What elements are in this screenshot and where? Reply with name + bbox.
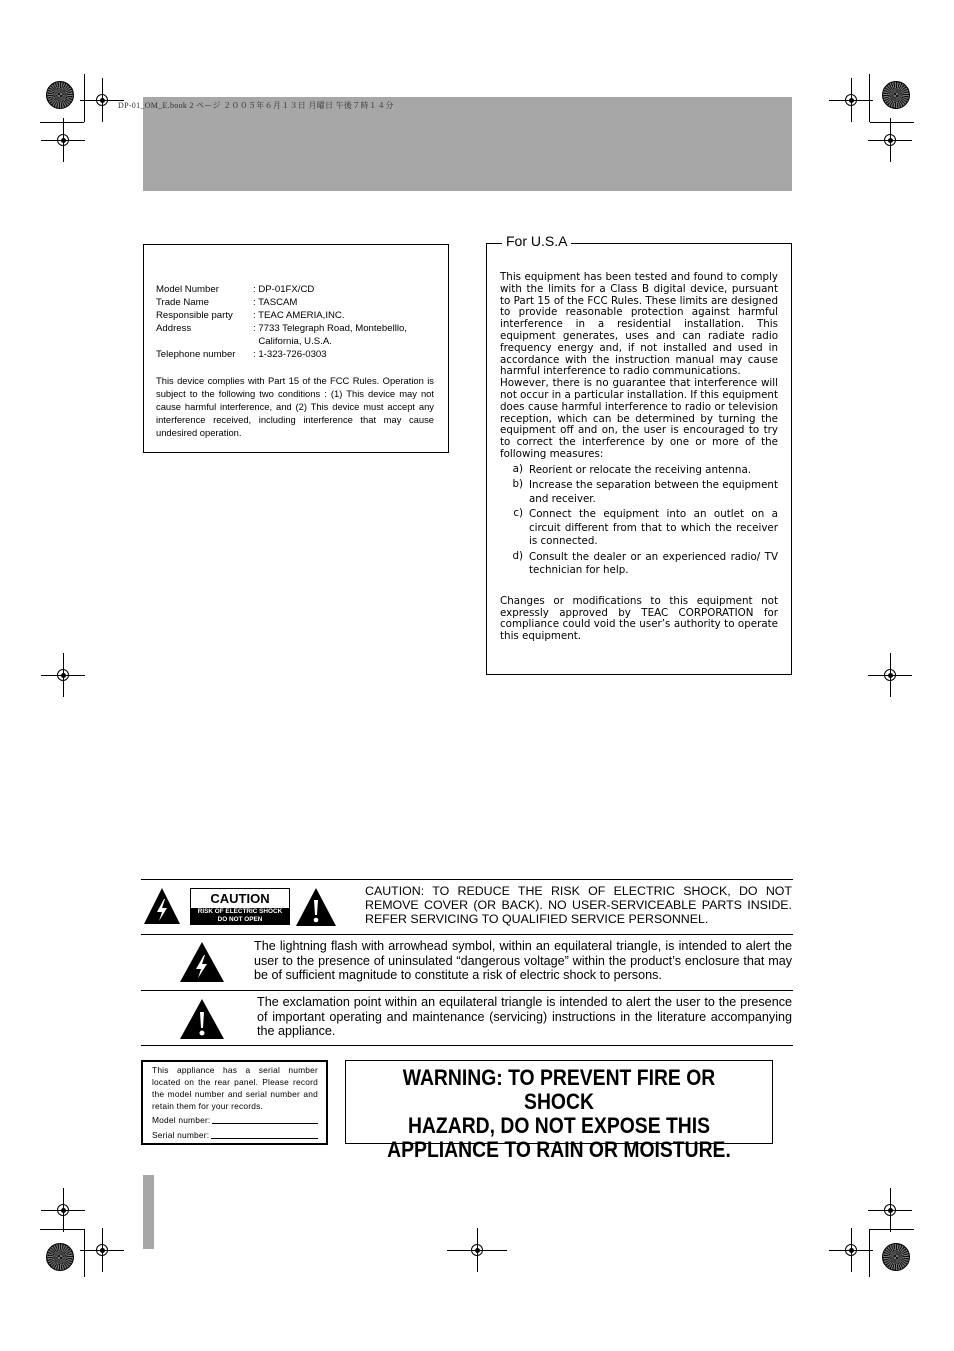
usa-changes-text: Changes or modifications to this equipment not expressly approved by TEAC CORPORATION for compliance could void the user’s authority to operate this equipment. <box>500 594 778 643</box>
divider <box>141 934 793 935</box>
fcc-info-table <box>156 283 436 361</box>
fcc-info-row: Trade Name : TASCAM <box>156 297 298 308</box>
usa-paragraph: This equipment has been tested and found to comply with the limits for a Class B digital device, pursuant to Part 15 of the FCC Rules. These limits are designed to provide reasonable protection against harmful interference in a residential installation. This equipment generates, uses and can radiate radio frequency energy and, if not installed and used in accordance with the instruction manual may cause harmful interference to radio communications. <box>500 271 778 378</box>
trim-line <box>84 1229 85 1277</box>
list-item: d) Consult the dealer or an experienced radio/ TV technician for help. <box>512 549 778 577</box>
caution-label-title: CAUTION <box>210 891 270 906</box>
usa-section-title: For U.S.A <box>502 233 571 249</box>
serial-number-notice <box>152 1064 318 1141</box>
exclamation-explanation-text: The exclamation point within an equilateral triangle is intended to alert the user to the presence of important operating and maintenance (servicing) instructions in the literature accompanying the appliance. <box>257 995 792 1038</box>
registration-rosette-icon <box>46 81 74 109</box>
model-number-field: Model number: <box>152 1114 318 1126</box>
fcc-info-row: Address : 7733 Telegraph Road, Montebelllo, <box>156 323 407 334</box>
caution-label-subtitle: RISK OF ELECTRIC SHOCK DO NOT OPEN <box>191 908 289 924</box>
fcc-info-row: California, U.S.A. <box>253 336 332 347</box>
warning-text: WARNING: TO PREVENT FIRE OR SHOCK HAZARD, DO NOT EXPOSE THIS APPLIANCE TO RAIN OR MOISTURE. <box>387 1065 731 1162</box>
usa-notice-box <box>486 243 792 675</box>
trim-line <box>869 74 870 122</box>
trim-line <box>40 1229 84 1230</box>
lightning-explanation-text: The lightning flash with arrowhead symbol, within an equilateral triangle, is intended to alert the user to the presence of uninsulated “dangerous voltage” within the product’s enclosure that may be of sufficient magnitude to constitute a risk of electric shock to persons. <box>254 939 792 982</box>
list-item: a) Reorient or relocate the receiving antenna. <box>512 462 752 476</box>
exclamation-point-icon <box>179 998 225 1040</box>
serial-number-field: Serial number: <box>152 1129 318 1141</box>
warning-box <box>345 1060 773 1162</box>
trim-line <box>870 1229 914 1230</box>
trim-line <box>870 122 914 123</box>
fcc-info-row: Responsible party : TEAC AMERIA,INC. <box>156 310 345 321</box>
fcc-declaration-box <box>143 244 449 453</box>
usa-paragraph: However, there is no guarantee that interference will not occur in a particular installation. If this equipment does cause harmful interference to radio or television reception, which can be determined by turning the equipment off and on, the user is encouraged to try to correct the interference by one or more of the following measures: <box>500 377 778 460</box>
trim-line <box>40 122 84 123</box>
serial-number-box <box>141 1060 328 1145</box>
lightning-flash-icon <box>179 941 225 983</box>
registration-rosette-icon <box>882 1243 910 1271</box>
divider <box>141 879 793 880</box>
fcc-compliance-text: This device complies with Part 15 of the FCC Rules. Operation is subject to the following two conditions : (1) This device may not cause harmful interference, and (2) This device must accept any interference received, including interference that may cause undesired operation. <box>156 375 434 438</box>
page-tab-marker <box>143 1175 154 1249</box>
list-item: c) Connect the equipment into an outlet on a circuit different from that to which the receiver is connected. <box>513 507 778 548</box>
file-info-line: DP-01_OM_E.book 2 ページ ２００５年６月１３日 月曜日 午後７時１４分 <box>118 101 394 110</box>
exclamation-warning-icon <box>295 887 337 927</box>
header-band <box>143 97 792 191</box>
measures-list <box>500 464 778 578</box>
fcc-info-row: Model Number : DP-01FX/CD <box>156 284 315 295</box>
caution-label <box>190 888 290 925</box>
trim-line <box>869 1229 870 1277</box>
registration-rosette-icon <box>882 81 910 109</box>
lightning-warning-icon <box>143 887 181 925</box>
list-item: b) Increase the separation between the equipment and receiver. <box>512 478 778 505</box>
fcc-info-row: Telephone number : 1-323-726-0303 <box>156 349 327 360</box>
registration-rosette-icon <box>46 1243 74 1271</box>
divider <box>141 1045 793 1046</box>
usa-notice-body <box>500 272 778 643</box>
divider <box>141 990 793 991</box>
serial-notice-text: This appliance has a serial number located on the rear panel. Please record the model number and serial number and retain them for your records. <box>152 1065 318 1111</box>
trim-line <box>84 74 85 122</box>
caution-text: CAUTION: TO REDUCE THE RISK OF ELECTRIC SHOCK, DO NOT REMOVE COVER (OR BACK). NO USER-SERVICEABLE PARTS INSIDE. REFER SERVICING TO QUALIFIED SERVICE PERSONNEL. <box>365 884 792 926</box>
